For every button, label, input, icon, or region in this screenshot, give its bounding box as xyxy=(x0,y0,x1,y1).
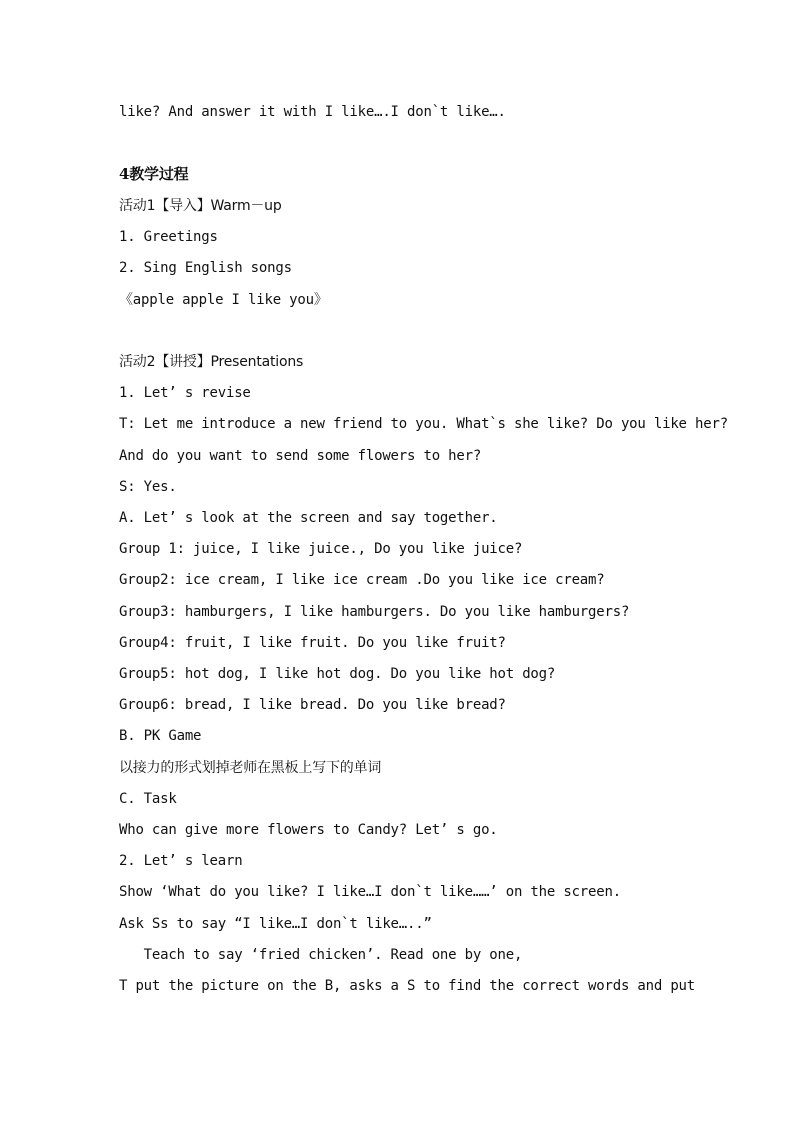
text-line: Group 1: juice, I like juice., Do you like juice? xyxy=(119,541,523,557)
text-line: A. Let’ s look at the screen and say together. xyxy=(119,510,498,526)
text-line: 1. Greetings xyxy=(119,229,218,245)
text-line: C. Task xyxy=(119,791,177,807)
text-line: 1. Let’ s revise xyxy=(119,385,251,401)
text-line: Show ‘What do you like? I like…I don`t like……’ on the screen. xyxy=(119,884,621,900)
text-line: Who can give more flowers to Candy? Let’ s go. xyxy=(119,822,498,838)
text-line: 2. Sing English songs xyxy=(119,260,292,276)
text-line: Group6: bread, I like bread. Do you like bread? xyxy=(119,697,506,713)
text-line: Group2: ice cream, I like ice cream .Do you like ice cream? xyxy=(119,572,605,588)
text-line: 以接力的形式划掉老师在黑板上写下的单词 xyxy=(119,760,382,776)
text-line: Ask Ss to say “I like…I don`t like…..” xyxy=(119,916,432,932)
activity-heading: 活动2【讲授】Presentations xyxy=(119,354,304,370)
text-line: like? And answer it with I like….I don`t like…. xyxy=(119,104,506,120)
section-heading: 4教学过程 xyxy=(119,165,189,183)
text-line: T put the picture on the B, asks a S to find the correct words and put xyxy=(119,978,696,994)
text-line: Group4: fruit, I like fruit. Do you like fruit? xyxy=(119,635,506,651)
text-line: 2. Let’ s learn xyxy=(119,853,243,869)
text-line: S: Yes. xyxy=(119,479,177,495)
text-line: T: Let me introduce a new friend to you. What`s she like? Do you like her? xyxy=(119,416,728,432)
text-line: 《apple apple I like you》 xyxy=(119,292,328,308)
text-line: Group5: hot dog, I like hot dog. Do you like hot dog? xyxy=(119,666,556,682)
text-line: Group3: hamburgers, I like hamburgers. Do you like hamburgers? xyxy=(119,604,630,620)
text-line: B. PK Game xyxy=(119,728,202,744)
text-line: And do you want to send some flowers to her? xyxy=(119,448,482,464)
activity-heading: 活动1【导入】Warm－up xyxy=(119,198,282,214)
text-line: Teach to say ‘fried chicken’. Read one by one, xyxy=(119,947,523,963)
